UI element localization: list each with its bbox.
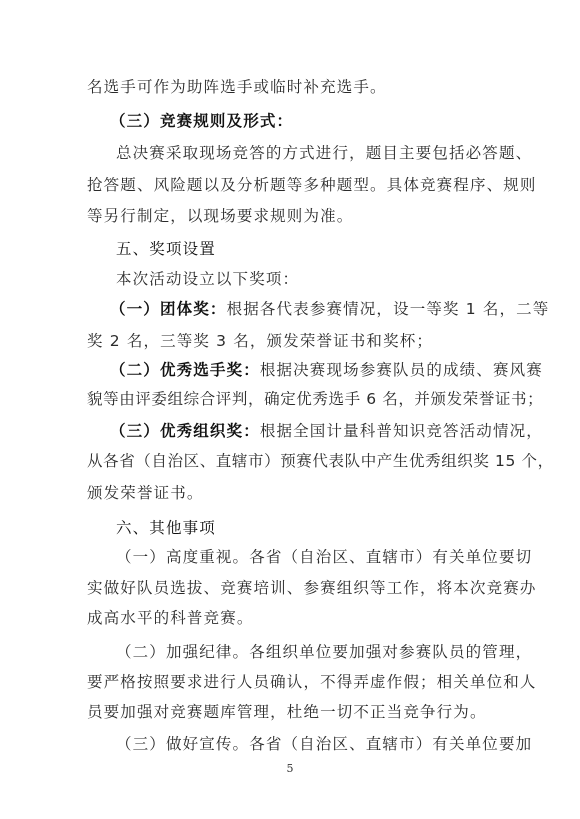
body-line: 抢答题、风险题以及分析题等多种题型。具体竞赛程序、规则 (87, 176, 537, 194)
award-text: 根据全国计量科普知识竞答活动情况， (259, 422, 543, 440)
body-line: 从各省（自治区、直辖市）预赛代表队中产生优秀组织奖 15 个， (87, 452, 554, 470)
award-text: 根据各代表参赛情况，设一等奖 1 名，二等 (226, 300, 550, 318)
heading-awards: 五、奖项设置 (116, 240, 216, 258)
award-label: （二）优秀选手奖： (110, 361, 260, 379)
body-line: 实做好队员选拔、竞赛培训、参赛组织等工作，将本次竞赛办 (87, 579, 537, 597)
body-line: （二）加强纪律。各组织单位要加强对参赛队员的管理， (116, 643, 533, 661)
award-label: （三）优秀组织奖： (110, 422, 260, 440)
body-line: 要严格按照要求进行人员确认，不得弄虚作假；相关单位和人 (87, 673, 537, 691)
award-item-organization (110, 421, 543, 441)
award-text: 根据决赛现场参赛队员的成绩、赛风赛 (259, 361, 543, 379)
award-item-player (110, 360, 543, 380)
award-item-team (110, 299, 549, 319)
body-line: 名选手可作为助阵选手或临时补充选手。 (87, 78, 387, 96)
body-line: 总决赛采取现场竞答的方式进行，题目主要包括必答题、 (116, 144, 533, 162)
body-line: 奖 2 名，三等奖 3 名，颁发荣誉证书和奖杯； (87, 332, 434, 350)
heading-other: 六、其他事项 (116, 519, 216, 537)
body-line: （一）高度重视。各省（自治区、直辖市）有关单位要切 (116, 548, 533, 566)
body-line: 貌等由评委组综合评判，确定优秀选手 6 名，并颁发荣誉证书； (87, 390, 544, 408)
body-line: （三）做好宣传。各省（自治区、直辖市）有关单位要加 (116, 735, 533, 753)
section-title-rules: （三）竞赛规则及形式： (110, 112, 294, 130)
body-line: 本次活动设立以下奖项： (116, 270, 300, 288)
body-line: 员要加强对竞赛题库管理，杜绝一切不正当竞争行为。 (87, 703, 487, 721)
body-line: 成高水平的科普竞赛。 (87, 609, 254, 627)
award-label: （一）团体奖： (110, 300, 227, 318)
body-line: 等另行制定，以现场要求规则为准。 (87, 207, 354, 225)
page-number: 5 (286, 762, 294, 775)
body-line: 颁发荣誉证书。 (87, 484, 204, 502)
